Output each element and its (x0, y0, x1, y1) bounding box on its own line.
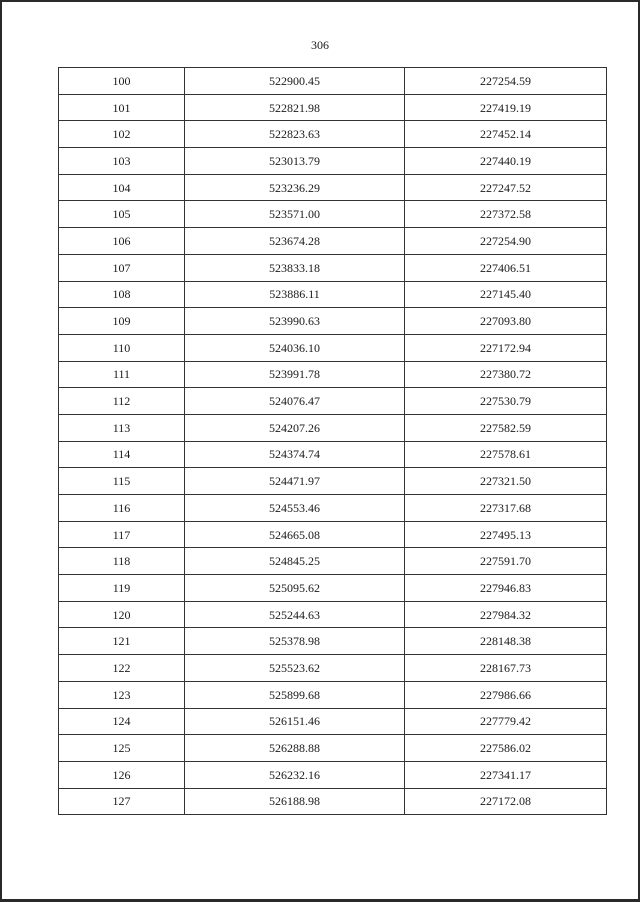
table-row (59, 495, 607, 522)
x-coordinate-cell: 524665.08 (185, 521, 405, 548)
point-id-cell: 103 (59, 148, 185, 175)
y-coordinate-cell: 227582.59 (405, 414, 607, 441)
x-coordinate-cell: 522900.45 (185, 68, 405, 95)
page-number: 306 (311, 38, 329, 52)
x-coordinate-cell: 525244.63 (185, 601, 405, 628)
point-id-cell: 120 (59, 601, 185, 628)
table-row (59, 521, 607, 548)
page-edge-top (0, 0, 640, 2)
coordinate-table-body (59, 68, 607, 815)
table-row (59, 548, 607, 575)
x-coordinate-cell: 525378.98 (185, 628, 405, 655)
point-id-cell: 126 (59, 761, 185, 788)
x-coordinate-cell: 522823.63 (185, 121, 405, 148)
y-coordinate-cell: 227530.79 (405, 388, 607, 415)
table-row (59, 388, 607, 415)
x-coordinate-cell: 524076.47 (185, 388, 405, 415)
y-coordinate-cell: 227254.59 (405, 68, 607, 95)
y-coordinate-cell: 227419.19 (405, 94, 607, 121)
table-row (59, 681, 607, 708)
x-coordinate-cell: 523990.63 (185, 308, 405, 335)
y-coordinate-cell: 227172.94 (405, 334, 607, 361)
x-coordinate-cell: 523236.29 (185, 174, 405, 201)
x-coordinate-cell: 524553.46 (185, 495, 405, 522)
point-id-cell: 124 (59, 708, 185, 735)
y-coordinate-cell: 227145.40 (405, 281, 607, 308)
x-coordinate-cell: 525095.62 (185, 575, 405, 602)
coordinate-table (58, 67, 607, 815)
x-coordinate-cell: 523991.78 (185, 361, 405, 388)
y-coordinate-cell: 227452.14 (405, 121, 607, 148)
point-id-cell: 113 (59, 414, 185, 441)
page-edge-left (0, 0, 2, 902)
y-coordinate-cell: 227380.72 (405, 361, 607, 388)
x-coordinate-cell: 525523.62 (185, 655, 405, 682)
table-row (59, 228, 607, 255)
point-id-cell: 111 (59, 361, 185, 388)
x-coordinate-cell: 524036.10 (185, 334, 405, 361)
point-id-cell: 112 (59, 388, 185, 415)
x-coordinate-cell: 522821.98 (185, 94, 405, 121)
x-coordinate-cell: 524374.74 (185, 441, 405, 468)
table-row (59, 735, 607, 762)
table-row (59, 308, 607, 335)
y-coordinate-cell: 227406.51 (405, 254, 607, 281)
point-id-cell: 107 (59, 254, 185, 281)
y-coordinate-cell: 227578.61 (405, 441, 607, 468)
x-coordinate-cell: 526288.88 (185, 735, 405, 762)
table-row (59, 174, 607, 201)
point-id-cell: 108 (59, 281, 185, 308)
table-row (59, 788, 607, 815)
x-coordinate-cell: 524471.97 (185, 468, 405, 495)
point-id-cell: 105 (59, 201, 185, 228)
point-id-cell: 109 (59, 308, 185, 335)
table-row (59, 628, 607, 655)
table-row (59, 468, 607, 495)
y-coordinate-cell: 227495.13 (405, 521, 607, 548)
x-coordinate-cell: 525899.68 (185, 681, 405, 708)
table-row (59, 655, 607, 682)
table-row (59, 148, 607, 175)
y-coordinate-cell: 227172.08 (405, 788, 607, 815)
y-coordinate-cell: 227984.32 (405, 601, 607, 628)
point-id-cell: 117 (59, 521, 185, 548)
y-coordinate-cell: 227247.52 (405, 174, 607, 201)
table-row (59, 761, 607, 788)
x-coordinate-cell: 526232.16 (185, 761, 405, 788)
y-coordinate-cell: 227093.80 (405, 308, 607, 335)
table-row (59, 201, 607, 228)
point-id-cell: 101 (59, 94, 185, 121)
x-coordinate-cell: 523674.28 (185, 228, 405, 255)
table-row (59, 254, 607, 281)
point-id-cell: 100 (59, 68, 185, 95)
x-coordinate-cell: 524207.26 (185, 414, 405, 441)
point-id-cell: 123 (59, 681, 185, 708)
table-row (59, 361, 607, 388)
table-row (59, 708, 607, 735)
y-coordinate-cell: 227946.83 (405, 575, 607, 602)
point-id-cell: 118 (59, 548, 185, 575)
point-id-cell: 104 (59, 174, 185, 201)
y-coordinate-cell: 227341.17 (405, 761, 607, 788)
x-coordinate-cell: 523886.11 (185, 281, 405, 308)
x-coordinate-cell: 526188.98 (185, 788, 405, 815)
y-coordinate-cell: 227254.90 (405, 228, 607, 255)
y-coordinate-cell: 227317.68 (405, 495, 607, 522)
y-coordinate-cell: 227586.02 (405, 735, 607, 762)
y-coordinate-cell: 227986.66 (405, 681, 607, 708)
point-id-cell: 115 (59, 468, 185, 495)
table-row (59, 121, 607, 148)
table-row (59, 94, 607, 121)
point-id-cell: 102 (59, 121, 185, 148)
y-coordinate-cell: 228148.38 (405, 628, 607, 655)
table-row (59, 414, 607, 441)
table-row (59, 441, 607, 468)
y-coordinate-cell: 227779.42 (405, 708, 607, 735)
y-coordinate-cell: 227372.58 (405, 201, 607, 228)
x-coordinate-cell: 524845.25 (185, 548, 405, 575)
x-coordinate-cell: 526151.46 (185, 708, 405, 735)
table-row (59, 334, 607, 361)
point-id-cell: 106 (59, 228, 185, 255)
point-id-cell: 114 (59, 441, 185, 468)
point-id-cell: 110 (59, 334, 185, 361)
point-id-cell: 116 (59, 495, 185, 522)
y-coordinate-cell: 227440.19 (405, 148, 607, 175)
y-coordinate-cell: 227321.50 (405, 468, 607, 495)
x-coordinate-cell: 523833.18 (185, 254, 405, 281)
point-id-cell: 121 (59, 628, 185, 655)
point-id-cell: 122 (59, 655, 185, 682)
table-row (59, 601, 607, 628)
table-row (59, 281, 607, 308)
point-id-cell: 119 (59, 575, 185, 602)
y-coordinate-cell: 227591.70 (405, 548, 607, 575)
x-coordinate-cell: 523571.00 (185, 201, 405, 228)
point-id-cell: 127 (59, 788, 185, 815)
table-row (59, 575, 607, 602)
table-row (59, 68, 607, 95)
y-coordinate-cell: 228167.73 (405, 655, 607, 682)
x-coordinate-cell: 523013.79 (185, 148, 405, 175)
point-id-cell: 125 (59, 735, 185, 762)
